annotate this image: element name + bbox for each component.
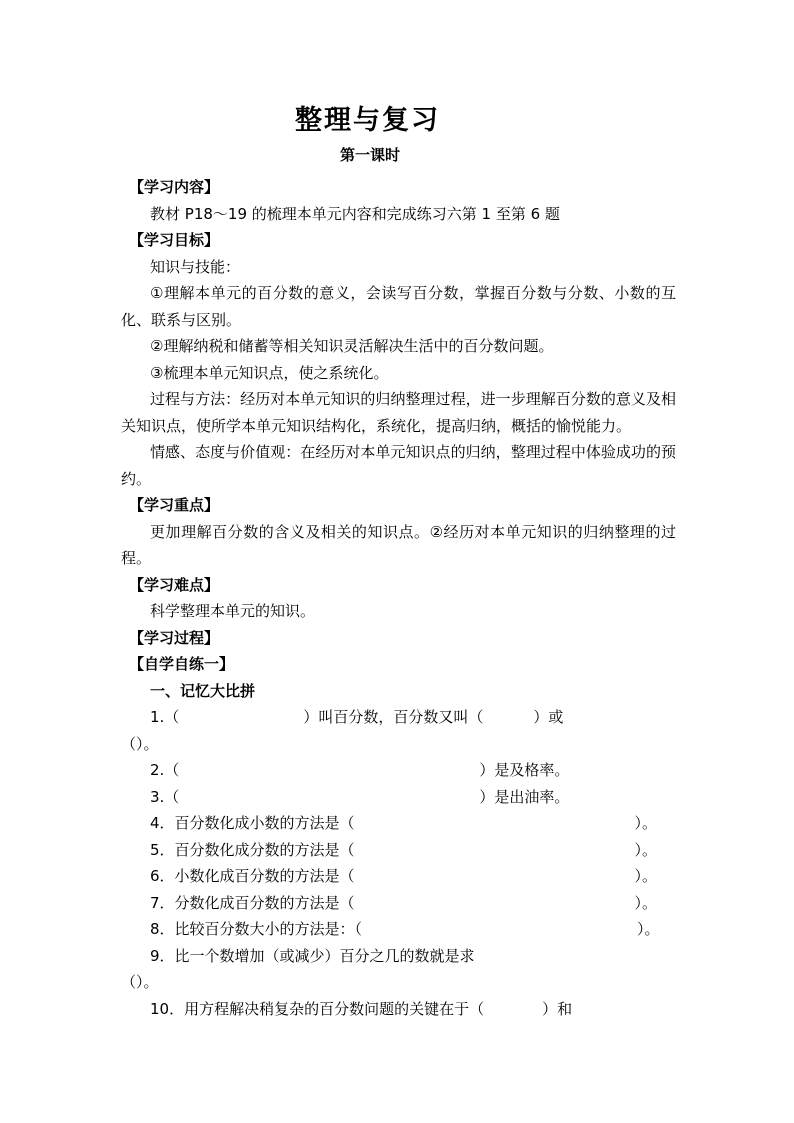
question-9 <box>121 943 676 970</box>
page-subtitle: 第一课时 <box>339 146 400 164</box>
blank <box>483 704 533 731</box>
question-2 <box>121 757 676 784</box>
q3-part-b: ）是出油率。 <box>479 787 570 806</box>
blank <box>179 784 479 811</box>
blank <box>179 704 303 731</box>
question-8 <box>121 916 676 943</box>
question-1 <box>121 704 676 731</box>
q9-part-c: ）。 <box>136 973 159 991</box>
q8-part-b: ）。 <box>637 920 660 938</box>
q5-part-b: ）。 <box>634 840 658 859</box>
q10-part-b: ）和 <box>542 999 573 1018</box>
blank <box>355 863 635 890</box>
q1-part-e: ）。 <box>136 734 159 753</box>
section-heading-content: 【学习内容】 <box>129 178 220 196</box>
blank <box>355 890 635 917</box>
difficulty-text: 科学整理本单元的知识。 <box>150 602 316 620</box>
process-method: 过程与方法：经历对本单元知识的归纳整理过程，进一步理解百分数的意义及相关知识点，使所学本单元知识结构化，系统化，提高归纳，概括的愉悦能力。 <box>121 390 676 435</box>
q7-part-a: 7．分数化成百分数的方法是（ <box>150 893 355 912</box>
section-heading-self-study: 【自学自练一】 <box>129 655 235 673</box>
q2-part-b: ）是及格率。 <box>479 761 570 779</box>
q1-part-d: （ <box>121 734 137 753</box>
key-text: 更加理解百分数的含义及相关的知识点。②经历对本单元知识的归纳整理的过程。 <box>121 522 676 567</box>
q7-part-b: ）。 <box>634 893 658 912</box>
q4-part-b: ）。 <box>634 814 658 832</box>
section-heading-process: 【学习过程】 <box>129 628 220 647</box>
goal-3: ③梳理本单元知识点，使之系统化。 <box>150 363 389 382</box>
q9-part-b: （ <box>121 973 137 991</box>
blank <box>362 916 637 943</box>
blank <box>179 757 479 784</box>
q4-part-a: 4．百分数化成小数的方法是（ <box>150 814 355 832</box>
document-body <box>121 174 676 1022</box>
q6-part-b: ）。 <box>634 867 658 885</box>
question-10 <box>121 996 676 1023</box>
section-heading-key: 【学习重点】 <box>129 496 220 514</box>
question-4 <box>121 810 676 837</box>
question-3 <box>121 784 676 811</box>
question-6 <box>121 863 676 890</box>
knowledge-label: 知识与技能： <box>150 257 241 276</box>
q3-part-a: 3.（ <box>150 787 180 806</box>
q2-part-a: 2.（ <box>150 761 180 779</box>
q10-part-a: 10．用方程解决稍复杂的百分数问题的关键在于（ <box>150 999 485 1018</box>
question-5 <box>121 837 676 864</box>
blank <box>484 996 542 1023</box>
q1-part-a: 1.（ <box>150 708 180 726</box>
q1-part-b: ）叫百分数，百分数又叫（ <box>303 708 484 726</box>
section-heading-difficulty: 【学习难点】 <box>129 575 220 594</box>
page-title: 整理与复习 <box>295 105 440 136</box>
question-9-continued <box>121 969 676 996</box>
content-text: 教材 P18～19 的梳理本单元内容和完成练习六第 1 至第 6 题 <box>150 204 560 223</box>
q5-part-a: 5．百分数化成分数的方法是（ <box>150 840 355 859</box>
q9-part-a: 9．比一个数增加（或减少）百分之几的数就是求 <box>150 946 475 965</box>
q8-part-a: 8．比较百分数大小的方法是：（ <box>150 920 363 938</box>
question-7 <box>121 890 676 917</box>
question-1-continued <box>121 731 676 758</box>
goal-1: ①理解本单元的百分数的意义，会读写百分数，掌握百分数与分数、小数的互化、联系与区别。 <box>121 284 676 329</box>
q1-part-c: ）或 <box>533 708 564 726</box>
section-heading-goals: 【学习目标】 <box>129 231 220 249</box>
part-1-heading: 一、记忆大比拼 <box>150 681 256 700</box>
blank <box>355 810 635 837</box>
blank <box>355 837 635 864</box>
emotion-attitude: 情感、态度与价值观：在经历对本单元知识点的归纳，整理过程中体验成功的预约。 <box>121 443 676 488</box>
goal-2: ②理解纳税和储蓄等相关知识灵活解决生活中的百分数问题。 <box>150 337 554 355</box>
q6-part-a: 6．小数化成百分数的方法是（ <box>150 867 355 885</box>
